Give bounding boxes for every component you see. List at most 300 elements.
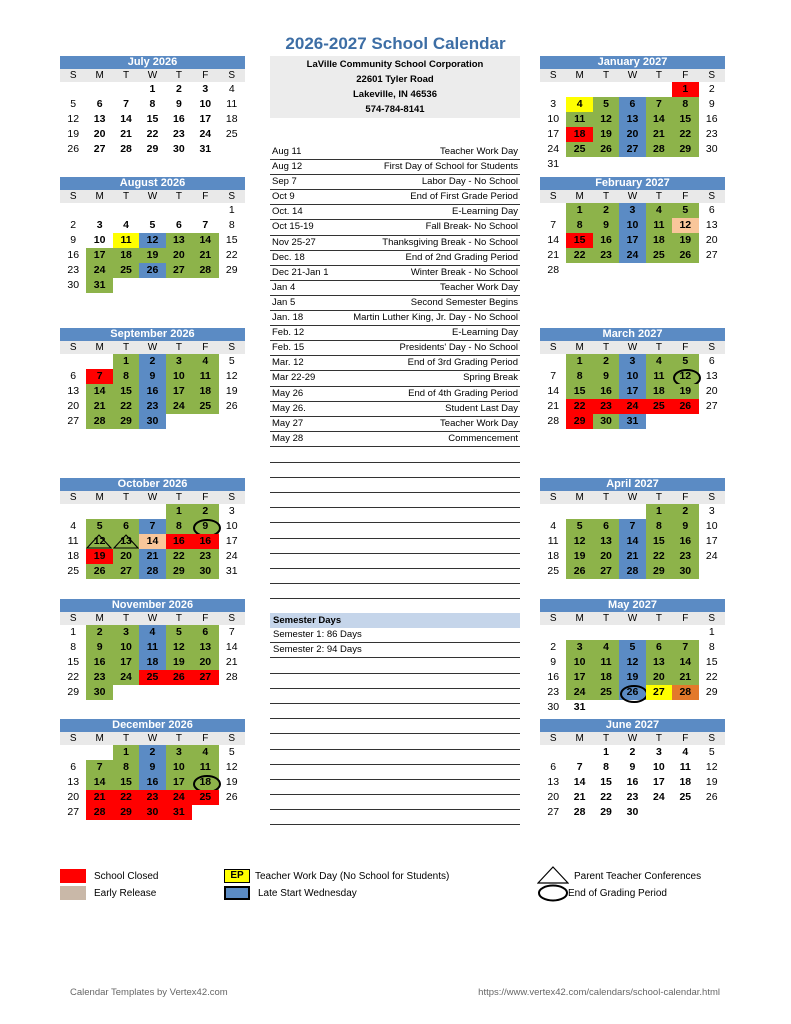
day-cell: 28 — [547, 264, 560, 276]
day-cell: 10 — [166, 760, 192, 775]
weekday-label: M — [575, 733, 584, 744]
weekday-label: W — [147, 191, 158, 202]
day-cell: 18 — [646, 233, 672, 248]
month-february-2027 — [540, 177, 725, 278]
weekday-label: T — [123, 70, 130, 81]
day-cell: 24 — [619, 248, 645, 263]
week-row — [540, 534, 725, 549]
day-cell: 28 — [646, 142, 672, 157]
day-cell: 20 — [192, 655, 218, 670]
day-cell: 27 — [705, 249, 718, 261]
weekday-label: M — [95, 733, 104, 744]
day-cell: 16 — [192, 534, 218, 549]
event-description: End of 3rd Grading Period — [407, 357, 518, 369]
event-date: Oct 9 — [272, 191, 295, 203]
triangle-icon — [113, 534, 139, 549]
day-cell: 23 — [173, 128, 185, 140]
day-cell: 26 — [593, 142, 619, 157]
event-row — [270, 145, 520, 160]
empty-cell — [139, 504, 165, 519]
week-row — [60, 263, 245, 278]
month-november-2026 — [60, 599, 245, 700]
week-row — [540, 248, 725, 263]
empty-cell — [646, 82, 672, 97]
month-header: February 2027 — [540, 177, 725, 190]
week-row — [540, 399, 725, 414]
day-cell: 14 — [573, 776, 586, 788]
empty-cell — [593, 700, 619, 715]
ruled-line — [270, 522, 520, 523]
day-cell: 12 — [139, 233, 165, 248]
day-cell: 18 — [192, 384, 218, 399]
ruled-line — [270, 779, 520, 780]
week-row — [60, 97, 245, 112]
month-december-2026 — [60, 719, 245, 820]
day-cell: 12 — [619, 655, 645, 670]
empty-cell — [192, 805, 218, 820]
day-cell: 6 — [550, 761, 557, 773]
day-cell: 16 — [672, 534, 698, 549]
week-row — [540, 414, 725, 429]
day-cell: 9 — [139, 369, 165, 384]
week-row — [540, 203, 725, 218]
day-cell: 21 — [619, 549, 645, 564]
empty-cell — [219, 685, 245, 700]
day-cell: 18 — [547, 550, 560, 562]
week-row — [540, 564, 725, 579]
day-cell: 8 — [149, 98, 156, 110]
weekday-label: F — [682, 342, 689, 353]
week-row — [60, 233, 245, 248]
week-row — [540, 384, 725, 399]
day-cell: 5 — [566, 519, 592, 534]
late-start-label: Late Start Wednesday — [258, 888, 357, 899]
day-cell: 27 — [619, 142, 645, 157]
day-cell: 13 — [67, 385, 80, 397]
day-cell: 19 — [86, 549, 112, 564]
event-description: Spring Break — [463, 372, 518, 384]
empty-cell — [60, 504, 86, 519]
weekday-label: S — [69, 70, 77, 81]
day-cell: 29 — [566, 414, 592, 429]
week-row — [540, 504, 725, 519]
day-cell: 23 — [86, 670, 112, 685]
month-header: November 2026 — [60, 599, 245, 612]
day-cell: 22 — [225, 249, 238, 261]
weekday-label: W — [627, 733, 638, 744]
day-cell: 24 — [86, 263, 112, 278]
week-row — [60, 625, 245, 640]
day-cell: 26 — [67, 143, 80, 155]
school-name: LaVille Community School Corporation — [306, 59, 484, 70]
event-description: Thanksgiving Break - No School — [382, 236, 518, 248]
empty-cell — [139, 203, 165, 218]
day-cell: 28 — [86, 414, 112, 429]
day-cell: 13 — [705, 370, 718, 382]
day-cell: 4 — [192, 354, 218, 369]
day-cell: 15 — [113, 775, 139, 790]
empty-cell — [619, 157, 645, 172]
day-cell: 10 — [653, 761, 665, 773]
day-cell: 10 — [166, 369, 192, 384]
day-cell: 20 — [547, 791, 560, 803]
day-cell: 13 — [67, 776, 80, 788]
week-row — [60, 112, 245, 127]
week-row — [60, 248, 245, 263]
footer-right[interactable]: https://www.vertex42.com/calendars/school-calendar.html — [478, 987, 720, 998]
weekday-label: T — [603, 191, 610, 202]
weekday-label: S — [228, 342, 236, 353]
day-cell: 30 — [173, 143, 185, 155]
day-cell: 7 — [202, 219, 209, 231]
day-cell: 25 — [225, 128, 238, 140]
day-cell: 27 — [593, 564, 619, 579]
weekday-label: F — [202, 492, 209, 503]
day-cell: 21 — [646, 127, 672, 142]
empty-cell — [566, 504, 592, 519]
empty-cell — [566, 82, 592, 97]
empty-cell — [646, 414, 672, 429]
event-description: Fall Break- No School — [425, 221, 518, 233]
empty-cell — [672, 414, 698, 429]
day-cell: 16 — [139, 384, 165, 399]
day-cell: 3 — [619, 354, 645, 369]
day-cell: 14 — [646, 112, 672, 127]
day-cell: 5 — [619, 640, 645, 655]
day-cell: 11 — [67, 535, 79, 547]
day-cell: 30 — [139, 805, 165, 820]
day-cell: 26 — [705, 791, 718, 803]
day-cell: 4 — [566, 97, 592, 112]
day-cell: 8 — [113, 760, 139, 775]
event-description: Student Last Day — [445, 402, 518, 414]
day-cell: 7 — [619, 519, 645, 534]
empty-cell — [672, 700, 698, 715]
day-cell: 7 — [123, 98, 129, 110]
day-cell: 22 — [672, 127, 698, 142]
weekday-row — [540, 69, 725, 82]
day-cell: 30 — [672, 564, 698, 579]
week-row — [540, 127, 725, 142]
event-date: Oct 15-19 — [272, 221, 314, 233]
weekday-label: S — [708, 342, 716, 353]
day-cell: 30 — [626, 806, 639, 818]
school-closed-label: School Closed — [94, 871, 159, 882]
weekday-label: S — [69, 191, 77, 202]
day-cell: 2 — [175, 83, 182, 95]
event-description: Labor Day - No School — [421, 176, 518, 188]
day-cell: 10 — [619, 218, 645, 233]
day-cell: 29 — [600, 806, 612, 818]
ruled-line — [270, 794, 520, 795]
day-cell: 11 — [679, 761, 691, 773]
week-row — [540, 233, 725, 248]
early-release-swatch — [60, 886, 86, 900]
day-cell: 10 — [225, 520, 238, 532]
day-cell: 27 — [113, 564, 139, 579]
day-cell: 7 — [672, 640, 698, 655]
month-october-2026 — [60, 478, 245, 579]
empty-cell — [86, 745, 112, 760]
weekday-label: M — [95, 492, 104, 503]
day-cell: 13 — [619, 112, 645, 127]
day-cell: 22 — [113, 399, 139, 414]
weekday-label: T — [655, 613, 662, 624]
ruled-line — [270, 809, 520, 810]
week-row — [540, 655, 725, 670]
day-cell: 8 — [672, 97, 698, 112]
day-cell: 23 — [593, 248, 619, 263]
day-cell: 27 — [646, 685, 672, 700]
day-cell: 12 — [67, 113, 80, 125]
day-cell: 10 — [566, 655, 592, 670]
month-header: July 2026 — [60, 56, 245, 69]
semester-2: Semester 2: 94 Days — [270, 643, 520, 658]
weekday-label: W — [627, 613, 638, 624]
weekday-label: T — [655, 342, 662, 353]
empty-cell — [699, 157, 725, 172]
weekday-label: T — [175, 613, 182, 624]
day-cell: 10 — [199, 98, 212, 110]
day-cell: 28 — [192, 263, 218, 278]
empty-cell — [619, 263, 645, 278]
day-cell: 11 — [646, 218, 672, 233]
ruled-line — [270, 462, 520, 463]
day-cell: 25 — [566, 142, 592, 157]
day-cell: 15 — [600, 776, 612, 788]
week-row — [540, 640, 725, 655]
day-cell: 26 — [225, 400, 238, 412]
week-row — [60, 218, 245, 233]
empty-cell — [699, 564, 725, 579]
ruled-line — [270, 598, 520, 599]
day-cell: 20 — [166, 248, 192, 263]
day-cell: 1 — [646, 504, 672, 519]
empty-cell — [166, 203, 192, 218]
day-cell: 26 — [672, 399, 698, 414]
weekday-row — [60, 491, 245, 504]
day-cell: 4 — [550, 520, 557, 532]
empty-cell — [86, 354, 112, 369]
day-cell: 21 — [547, 249, 560, 261]
event-row — [270, 251, 520, 266]
day-cell: 9 — [550, 656, 557, 668]
day-cell: 4 — [192, 745, 218, 760]
weekday-label: M — [95, 342, 104, 353]
week-row — [60, 203, 245, 218]
day-cell: 30 — [86, 685, 112, 700]
day-cell: 23 — [139, 399, 165, 414]
event-date: Dec. 18 — [272, 251, 305, 263]
day-cell: 13 — [113, 534, 139, 549]
weekday-label: S — [69, 492, 77, 503]
day-cell: 27 — [192, 670, 218, 685]
day-cell: 3 — [566, 640, 592, 655]
day-cell: 27 — [67, 415, 80, 427]
day-cell: 26 — [672, 248, 698, 263]
empty-cell — [672, 157, 698, 172]
empty-cell — [540, 504, 566, 519]
day-cell: 21 — [547, 400, 560, 412]
weekday-row — [60, 732, 245, 745]
day-cell: 15 — [113, 384, 139, 399]
day-cell: 13 — [705, 219, 718, 231]
day-cell: 11 — [192, 760, 218, 775]
day-cell: 17 — [619, 233, 645, 248]
day-cell: 29 — [166, 564, 192, 579]
day-cell: 1 — [672, 82, 698, 97]
weekday-label: F — [202, 733, 209, 744]
day-cell: 20 — [705, 385, 718, 397]
week-row — [540, 685, 725, 700]
day-cell: 24 — [113, 670, 139, 685]
day-cell: 24 — [166, 399, 192, 414]
week-row — [60, 775, 245, 790]
day-cell: 13 — [93, 113, 106, 125]
empty-cell — [60, 82, 86, 97]
empty-cell — [86, 203, 112, 218]
day-cell: 20 — [67, 400, 80, 412]
weekday-label: S — [708, 492, 716, 503]
day-cell: 23 — [705, 128, 718, 140]
weekday-label: W — [627, 492, 638, 503]
day-cell: 1 — [113, 354, 139, 369]
weekday-label: W — [627, 191, 638, 202]
day-cell: 22 — [646, 549, 672, 564]
ruled-line — [270, 733, 520, 734]
day-cell: 17 — [225, 535, 238, 547]
week-row — [540, 82, 725, 97]
week-row — [540, 369, 725, 384]
day-cell: 6 — [708, 204, 715, 216]
day-cell: 6 — [593, 519, 619, 534]
day-cell: 7 — [550, 370, 557, 382]
week-row — [60, 384, 245, 399]
day-cell: 3 — [113, 625, 139, 640]
weekday-label: T — [603, 342, 610, 353]
month-header: April 2027 — [540, 478, 725, 491]
day-cell: 25 — [646, 248, 672, 263]
day-cell: 16 — [67, 249, 80, 261]
day-cell: 25 — [646, 399, 672, 414]
day-cell: 16 — [86, 655, 112, 670]
day-cell: 28 — [672, 685, 698, 700]
ruled-line — [270, 477, 520, 478]
event-date: Dec 21-Jan 1 — [272, 266, 329, 278]
day-cell: 4 — [123, 219, 129, 231]
weekday-label: T — [175, 70, 182, 81]
day-cell: 27 — [93, 143, 106, 155]
day-cell: 4 — [139, 625, 165, 640]
empty-cell — [113, 82, 139, 97]
day-cell: 9 — [593, 218, 619, 233]
empty-cell — [672, 805, 698, 820]
day-cell: 2 — [629, 746, 636, 758]
ruled-line — [270, 568, 520, 569]
ruled-line — [270, 507, 520, 508]
day-cell: 7 — [86, 760, 112, 775]
event-date: Sep 7 — [272, 176, 297, 188]
week-row — [60, 805, 245, 820]
day-cell: 21 — [120, 128, 132, 140]
day-cell: 14 — [547, 234, 560, 246]
event-date: Mar. 12 — [272, 357, 304, 369]
day-cell: 16 — [626, 776, 639, 788]
event-row — [270, 417, 520, 432]
event-date: Jan. 18 — [272, 312, 304, 324]
ruled-line — [270, 764, 520, 765]
day-cell: 10 — [705, 520, 718, 532]
empty-cell — [113, 203, 139, 218]
circle-icon — [537, 884, 569, 902]
day-cell: 11 — [646, 369, 672, 384]
day-cell: 31 — [199, 143, 212, 155]
event-description: Presidents' Day - No School — [399, 342, 518, 354]
day-cell: 11 — [226, 98, 238, 110]
day-cell: 8 — [228, 219, 235, 231]
day-cell: 16 — [173, 113, 185, 125]
ruled-line — [270, 583, 520, 584]
day-cell: 21 — [86, 399, 112, 414]
weekday-label: M — [575, 342, 584, 353]
event-row — [270, 160, 520, 175]
day-cell: 7 — [228, 626, 235, 638]
empty-cell — [619, 625, 645, 640]
event-description: Teacher Work Day — [440, 417, 518, 429]
month-header: May 2027 — [540, 599, 725, 612]
day-cell: 12 — [225, 370, 238, 382]
day-cell: 16 — [593, 233, 619, 248]
day-cell: 30 — [547, 701, 560, 713]
day-cell: 10 — [547, 113, 560, 125]
event-row — [270, 266, 520, 281]
day-cell: 13 — [547, 776, 560, 788]
footer-left[interactable]: Calendar Templates by Vertex42.com — [70, 987, 228, 998]
day-cell: 6 — [619, 97, 645, 112]
day-cell: 18 — [192, 775, 218, 790]
day-cell: 21 — [139, 549, 165, 564]
weekday-label: F — [202, 70, 209, 81]
month-header: December 2026 — [60, 719, 245, 732]
day-cell: 18 — [67, 550, 80, 562]
day-cell: 1 — [603, 746, 609, 758]
event-description: Teacher Work Day — [440, 146, 518, 157]
weekday-label: M — [575, 613, 584, 624]
day-cell: 17 — [199, 113, 212, 125]
day-cell: 30 — [705, 143, 718, 155]
event-description: E-Learning Day — [451, 327, 518, 339]
month-july-2026 — [60, 56, 245, 157]
event-date: Aug 12 — [272, 161, 303, 173]
day-cell: 27 — [705, 400, 718, 412]
events-list — [270, 145, 520, 447]
day-cell: 17 — [705, 535, 718, 547]
weekday-label: S — [708, 191, 716, 202]
empty-cell — [672, 625, 698, 640]
early-release-label: Early Release — [94, 888, 157, 899]
event-date: May 26. — [272, 402, 306, 414]
day-cell: 23 — [626, 791, 639, 803]
day-cell: 2 — [593, 203, 619, 218]
day-cell: 6 — [192, 625, 218, 640]
event-description: First Day of School for Students — [383, 161, 518, 173]
day-cell: 31 — [166, 805, 192, 820]
day-cell: 21 — [225, 656, 238, 668]
day-cell: 23 — [192, 549, 218, 564]
day-cell: 12 — [593, 112, 619, 127]
weekday-label: S — [708, 733, 716, 744]
week-row — [60, 519, 245, 534]
